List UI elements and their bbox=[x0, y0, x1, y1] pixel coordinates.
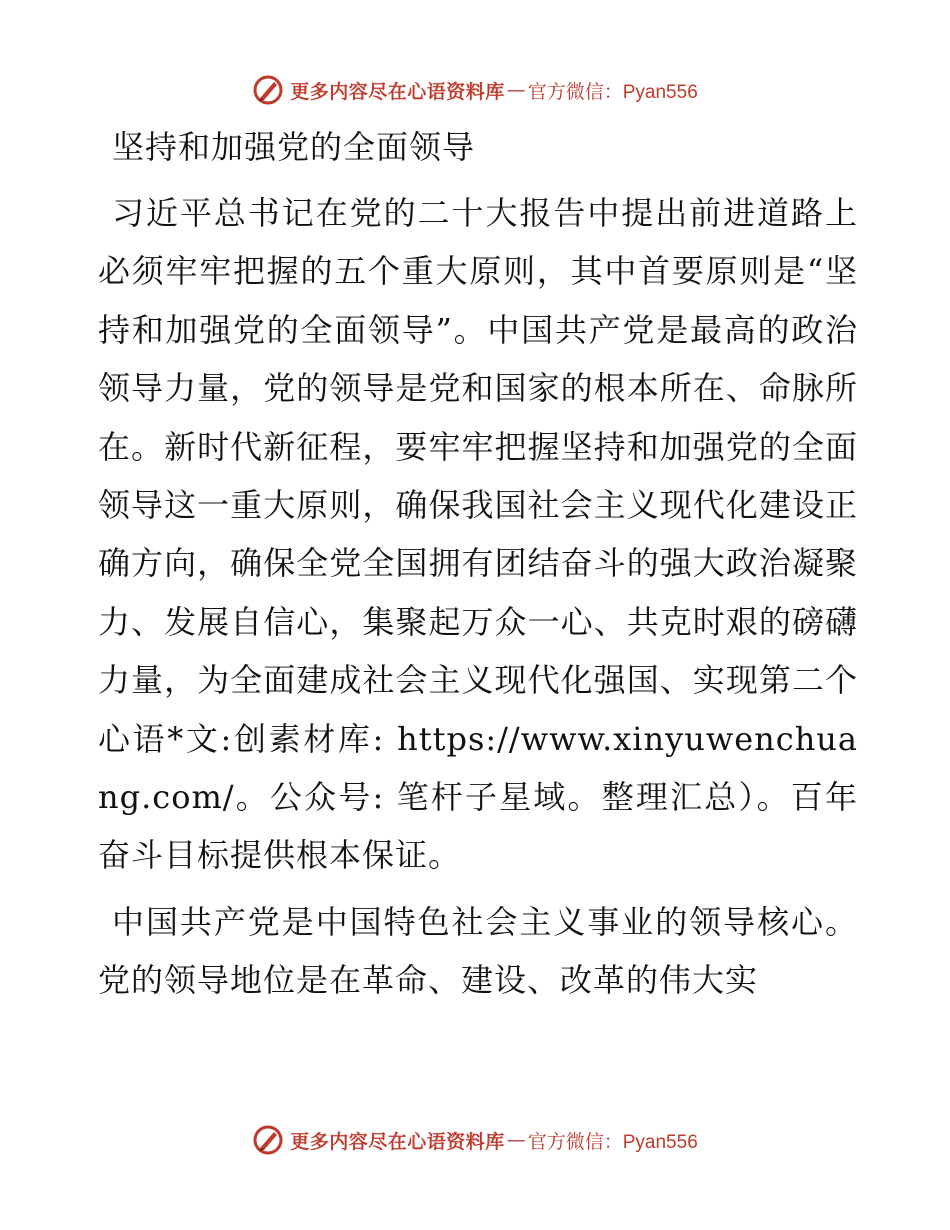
banner-separator: — bbox=[506, 79, 526, 101]
banner-title: 更多内容尽在心语资料库 bbox=[290, 80, 505, 103]
header-banner bbox=[0, 70, 950, 110]
pen-logo-icon bbox=[252, 74, 284, 106]
pen-logo-icon bbox=[252, 1124, 284, 1156]
document-body bbox=[98, 118, 858, 1018]
banner-contact: 官方微信：Pyan556 bbox=[527, 1131, 698, 1153]
page-title: 坚持和加强党的全面领导 bbox=[112, 128, 476, 166]
paragraph-2: 中国共产党是中国特色社会主义事业的领导核心。党的领导地位是在革命、建设、改革的伟大实 bbox=[98, 902, 858, 1000]
banner-separator: — bbox=[506, 1129, 526, 1151]
banner-contact: 官方微信：Pyan556 bbox=[527, 81, 698, 103]
banner-title: 更多内容尽在心语资料库 bbox=[290, 1130, 505, 1153]
paragraph-1: 习近平总书记在党的二十大报告中提出前进道路上必须牢牢把握的五个重大原则，其中首要原则是“坚持和加强党的全面领导”。中国共产党是最高的政治领导力量，党的领导是党和国家的根本所在、命脉所在。新时代新征程，要牢牢把握坚持和加强党的全面领导这一重大原则，确保我国社会主义现代化建设正确方向，确保全党全国拥有团结奋斗的强大政治凝聚力、发展自信心，集聚起万众一心、共克时艰的磅礴力量，为全面建成社会主义现代化强国、实现第二个心语*文:创素材库: https://www.xinyuwenchuang.com/。公众号: 笔杆子星域。整理汇总）。百年奋斗目标提供根本保证。 bbox=[98, 194, 858, 875]
footer-banner bbox=[0, 1120, 950, 1160]
